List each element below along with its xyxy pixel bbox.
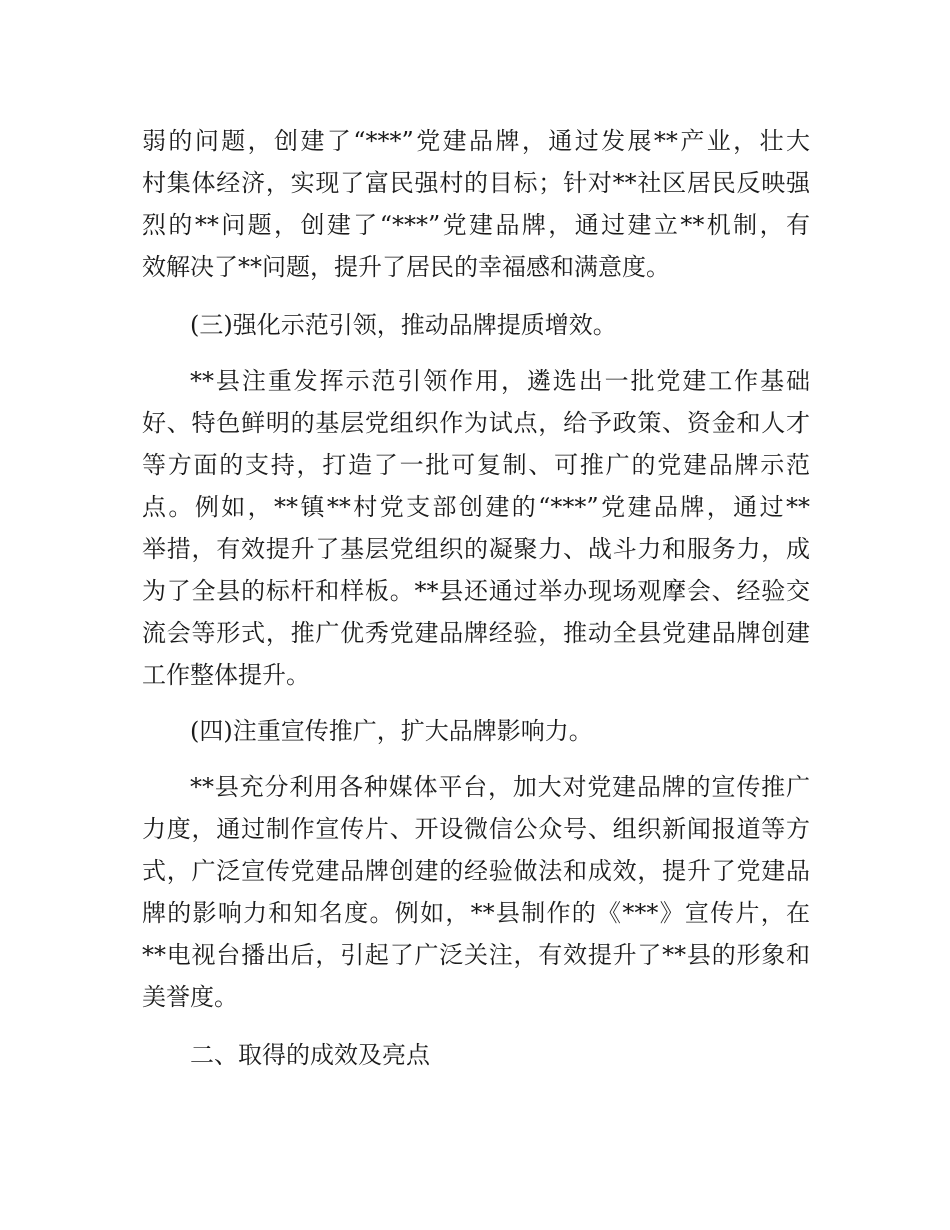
body-text-line: 流会等形式，推广优秀党建品牌经验，推动全县党建品牌创建 xyxy=(142,619,810,647)
body-text-line: 为了全县的标杆和样板。**县还通过举办现场观摩会、经验交 xyxy=(142,577,810,605)
body-text-line: 牌的影响力和知名度。例如，**县制作的《***》宣传片，在 xyxy=(142,899,810,927)
section-heading-3: (三)强化示范引领，推动品牌提质增效。 xyxy=(190,311,617,339)
body-text-line: 好、特色鲜明的基层党组织作为试点，给予政策、资金和人才 xyxy=(142,409,810,437)
body-text-line: 力度，通过制作宣传片、开设微信公众号、组织新闻报道等方 xyxy=(142,815,810,843)
body-text-line: **县注重发挥示范引领作用，遴选出一批党建工作基础 xyxy=(190,367,810,395)
section-heading-4: (四)注重宣传推广，扩大品牌影响力。 xyxy=(190,717,593,745)
body-text-line: 美誉度。 xyxy=(142,983,238,1011)
body-text-line: 弱的问题，创建了“***”党建品牌，通过发展**产业，壮大 xyxy=(142,127,810,155)
section-title-2: 二、取得的成效及亮点 xyxy=(190,1041,430,1069)
body-text-line: 工作整体提升。 xyxy=(142,661,310,689)
body-text-line: 等方面的支持，打造了一批可复制、可推广的党建品牌示范 xyxy=(142,451,810,479)
body-text-line: **电视台播出后，引起了广泛关注，有效提升了**县的形象和 xyxy=(142,941,810,969)
body-text-line: 点。例如，**镇**村党支部创建的“***”党建品牌，通过** xyxy=(142,493,810,521)
body-text-line: **县充分利用各种媒体平台，加大对党建品牌的宣传推广 xyxy=(190,773,810,801)
body-text-line: 效解决了**问题，提升了居民的幸福感和满意度。 xyxy=(142,253,670,281)
body-text-line: 村集体经济，实现了富民强村的目标；针对**社区居民反映强 xyxy=(142,169,810,197)
body-text-line: 举措，有效提升了基层党组织的凝聚力、战斗力和服务力，成 xyxy=(142,535,810,563)
body-text-line: 烈的**问题，创建了“***”党建品牌，通过建立**机制，有 xyxy=(142,211,810,239)
body-text-line: 式，广泛宣传党建品牌创建的经验做法和成效，提升了党建品 xyxy=(142,857,810,885)
